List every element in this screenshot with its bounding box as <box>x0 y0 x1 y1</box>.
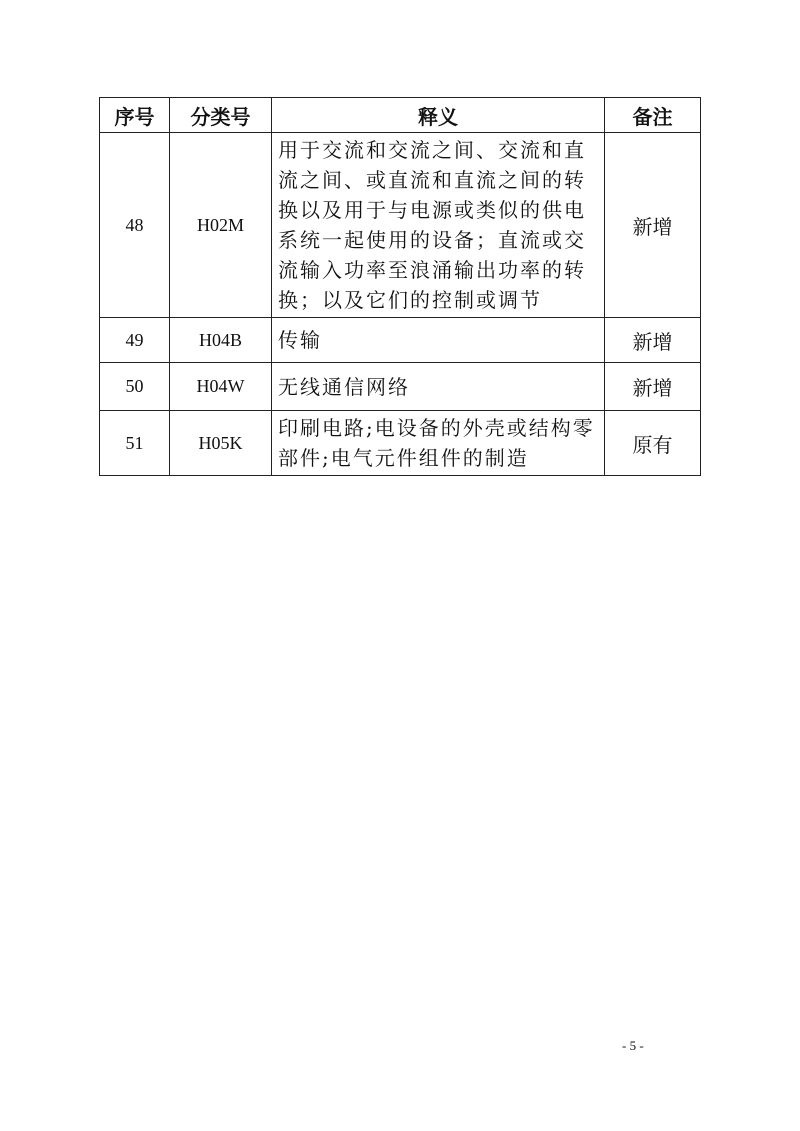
header-no: 序号 <box>100 98 170 133</box>
row-remark: 新增 <box>605 318 701 363</box>
row-desc: 用于交流和交流之间、交流和直流之间、或直流和直流之间的转换以及用于与电源或类似的供电系统一起使用的设备；直流或交流输入功率至浪涌输出功率的转换；以及它们的控制或调节 <box>272 133 605 318</box>
classification-table <box>99 97 701 476</box>
row-no: 50 <box>100 363 170 411</box>
table-row <box>100 411 701 476</box>
header-desc: 释义 <box>272 98 605 133</box>
page-number: - 5 - <box>622 1038 644 1053</box>
row-no: 51 <box>100 411 170 476</box>
row-no: 49 <box>100 318 170 363</box>
table-row <box>100 318 701 363</box>
row-remark: 新增 <box>605 363 701 411</box>
table-row <box>100 363 701 411</box>
row-remark: 原有 <box>605 411 701 476</box>
row-code: H02M <box>170 133 272 318</box>
row-code: H04W <box>170 363 272 411</box>
table-header-row <box>100 98 701 133</box>
row-desc: 无线通信网络 <box>272 363 605 411</box>
header-remark: 备注 <box>605 98 701 133</box>
header-code: 分类号 <box>170 98 272 133</box>
row-desc: 传输 <box>272 318 605 363</box>
row-desc: 印刷电路;电设备的外壳或结构零部件;电气元件组件的制造 <box>272 411 605 476</box>
table-row <box>100 133 701 318</box>
row-no: 48 <box>100 133 170 318</box>
row-code: H05K <box>170 411 272 476</box>
row-remark: 新增 <box>605 133 701 318</box>
row-code: H04B <box>170 318 272 363</box>
